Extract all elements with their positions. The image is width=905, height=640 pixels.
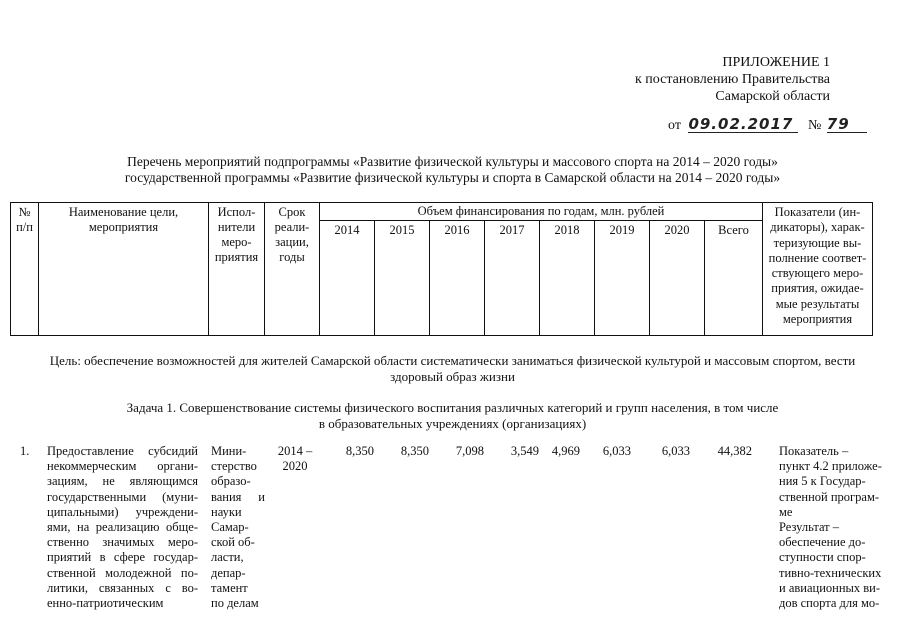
col-header-number: № п/п (11, 203, 39, 336)
row1-executor-line: образо- (211, 474, 251, 489)
decree-date-row (668, 116, 867, 134)
row1-value-2020: 6,033 (661, 444, 690, 458)
col-header-year-2015: 2015 (375, 221, 430, 336)
row1-name-line: енно-патриотическим (47, 596, 164, 611)
handwritten-number: 79 (827, 116, 867, 133)
row1-name-line: зациям, не являющимся (47, 474, 198, 489)
row1-indicator-line: дов спорта для мо- (779, 596, 880, 611)
row1-term (270, 444, 320, 474)
row1-executor-line: вания и (211, 489, 265, 504)
row1-indicator-line: и авиационных ви- (779, 580, 881, 595)
col-header-year-2020: 2020 (650, 221, 705, 336)
row1-name-line: ственной молодежной по- (47, 565, 198, 580)
col-header-year-2017: 2017 (485, 221, 540, 336)
row1-executor-line: депар- (211, 565, 246, 580)
col-header-executors: Испол-нители меро-приятия (209, 203, 265, 336)
row1-executors (211, 444, 265, 611)
row1-indicator-line: ния 5 к Государ- (779, 474, 866, 489)
row1-indicators (779, 444, 891, 611)
measures-table-header (10, 202, 873, 336)
row1-executor-line: науки (211, 504, 242, 519)
row1-executor-line: тамент (211, 580, 248, 595)
row1-name-line: ципальными) учреждени- (47, 504, 198, 519)
row1-executor-line: Мини- (211, 444, 247, 458)
row1-value-2017: 3,549 (510, 444, 539, 458)
row1-name-line: ственно значимых меро- (47, 535, 198, 550)
col-header-year-2018: 2018 (540, 221, 595, 336)
appendix-title: ПРИЛОЖЕНИЕ 1 (722, 55, 830, 70)
appendix-subtitle: к постановлению Правительства (634, 72, 830, 87)
row1-executor-line: стерство (211, 459, 257, 474)
row1-indicator-line: ступности спор- (779, 550, 866, 565)
row1-value-total: 44,382 (717, 444, 752, 458)
appendix-region: Самарской области (715, 89, 830, 104)
col-header-year-2016: 2016 (430, 221, 485, 336)
col-header-funding: Объем финансирования по годам, млн. рублей (320, 203, 763, 221)
row1-term-line: 2020 (282, 459, 308, 474)
row1-indicator-line: Показатель – (779, 444, 849, 458)
row1-value-2015: 8,350 (400, 444, 429, 458)
row1-name-line: литики, связанных с во- (47, 580, 198, 595)
col-header-term: Срок реали-зации, годы (265, 203, 320, 336)
row1-executor-line: ласти, (211, 550, 244, 565)
row1-name-line: ями, на реализацию обще- (47, 520, 198, 535)
row1-name (47, 444, 198, 611)
row1-indicator-line: обеспечение до- (779, 535, 866, 550)
col-header-total: Всего (705, 221, 763, 336)
row1-executor-line: ской об- (211, 535, 255, 550)
row1-indicator-line: ственной програм- (779, 489, 880, 504)
document-title-line2: государственной программы «Развитие физической культуры и спорта в Самарской области на 2014 – 2020 годы» (124, 170, 781, 185)
row1-value-2016: 7,098 (455, 444, 484, 458)
row1-indicator-line: пункт 4.2 приложе- (779, 459, 882, 474)
row1-indicator-line: тивно-технических (779, 565, 882, 580)
row1-name-line: Предоставление субсидий (47, 444, 198, 458)
handwritten-date: 09.02.2017 (688, 116, 798, 133)
row1-number: 1. (20, 444, 30, 458)
row1-value-2018: 4,969 (551, 444, 580, 458)
row1-value-2014: 8,350 (345, 444, 374, 458)
date-prefix: от (668, 118, 681, 133)
row1-name-line: некоммерческим органи- (47, 459, 198, 474)
row1-name-line: государственными (муни- (47, 489, 198, 504)
row1-executor-line: по делам (211, 596, 259, 611)
goal-line2: здоровый образ жизни (390, 369, 515, 384)
row1-executor-line: Самар- (211, 520, 249, 535)
row1-value-2019: 6,033 (602, 444, 631, 458)
row1-term-line: 2014 – (277, 444, 313, 458)
col-header-name: Наименование цели, мероприятия (39, 203, 209, 336)
row1-indicator-line: Результат – (779, 520, 840, 535)
col-header-year-2019: 2019 (595, 221, 650, 336)
document-title-line1: Перечень мероприятий подпрограммы «Развитие физической культуры и массового спорта на 2014 – 2020 годы» (127, 154, 778, 169)
col-header-indicators: Показатели (ин-дикаторы), харак-теризующие вы-полнение соответ-ствующего меро-приятия, ожидае-мые результаты мероприятия (763, 203, 873, 336)
goal-line1: Цель: обеспечение возможностей для жителей Самарской области систематически заниматься физической культурой и массовым спортом, вести (49, 353, 856, 368)
row1-name-line: приятий в сфере государ- (47, 550, 198, 565)
row1-indicator-line: ме (779, 504, 793, 519)
task-line2: в образовательных учреждениях (организациях) (318, 416, 587, 431)
number-prefix: № (807, 118, 822, 133)
task-line1: Задача 1. Совершенствование системы физического воспитания различных категорий и групп населения, в том числе (126, 400, 779, 415)
col-header-year-2014: 2014 (320, 221, 375, 336)
